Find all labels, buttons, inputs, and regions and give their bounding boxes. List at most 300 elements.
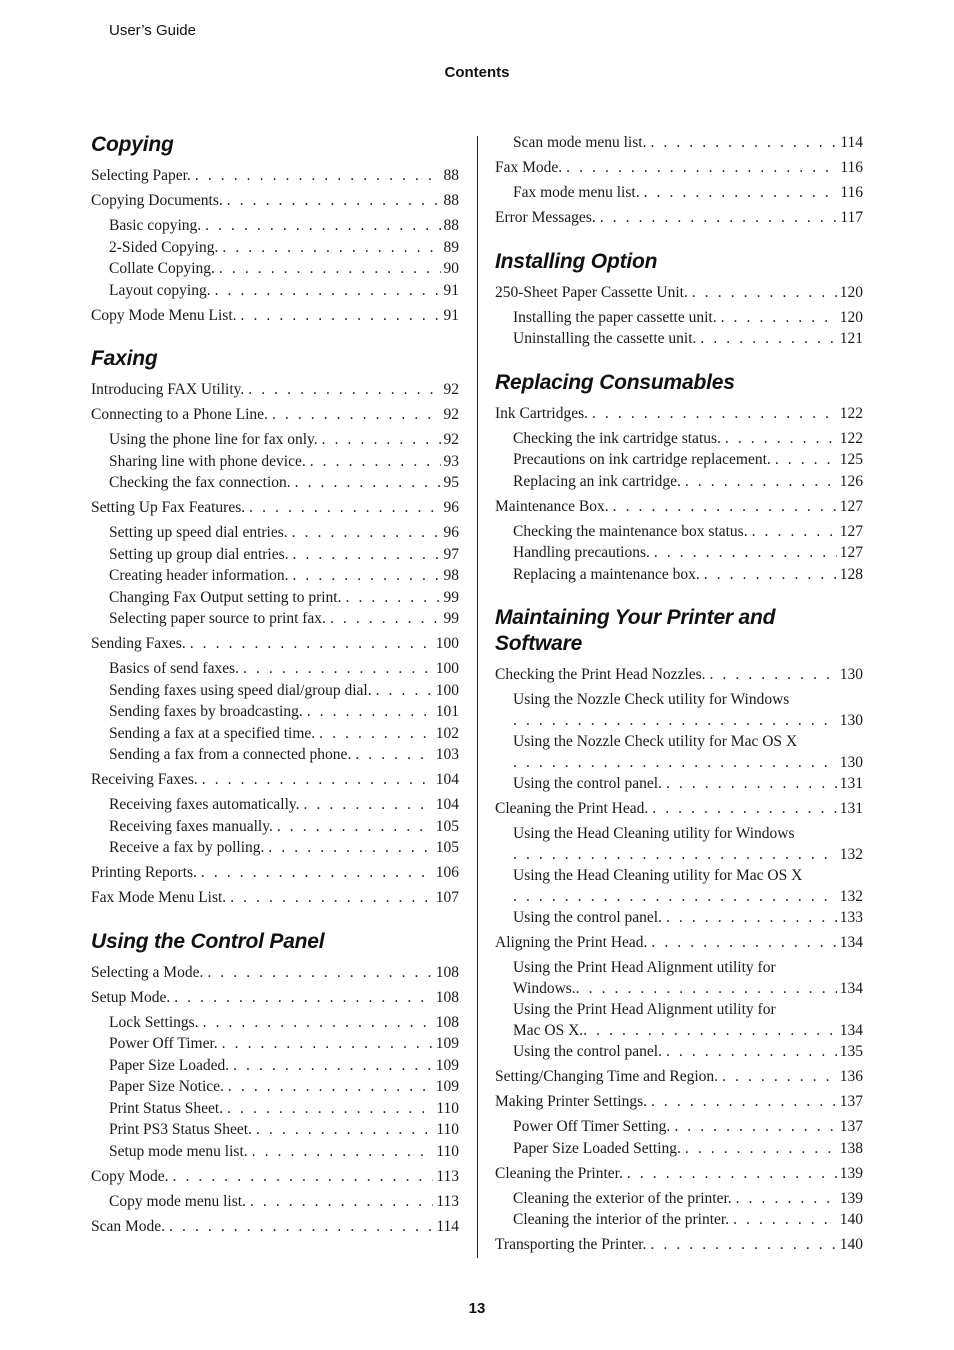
toc-entry-page: 92	[443, 406, 459, 423]
toc-leader-dots	[202, 769, 433, 791]
toc-entry-label: Using the control panel.	[513, 909, 662, 926]
toc-subentry[interactable]	[495, 132, 863, 154]
toc-subentry[interactable]	[91, 1055, 459, 1077]
toc-entry-page: 122	[839, 404, 863, 422]
toc-subentry[interactable]	[91, 522, 459, 544]
toc-entry-label: Using the Print Head Alignment utility for	[513, 1001, 776, 1018]
toc-entry-label: Selecting paper source to print fax.	[109, 610, 326, 627]
toc-subentry[interactable]	[91, 608, 459, 630]
toc-leader-dots	[304, 794, 433, 816]
toc-entry-page: 110	[436, 1121, 459, 1138]
toc-leader-dots	[195, 165, 441, 187]
toc-entry-label: Lock Settings.	[109, 1013, 199, 1031]
toc-entry-page: 100	[435, 635, 459, 652]
toc-leader-dots	[775, 449, 837, 471]
toc-entry-page: 104	[435, 771, 459, 788]
toc-leader-dots	[666, 907, 837, 929]
toc-subentry[interactable]	[495, 564, 863, 586]
toc-entry-label: Installing the paper cassette unit.	[513, 308, 717, 326]
toc-entry[interactable]	[495, 157, 863, 179]
toc-entry-label: 2-Sided Copying.	[109, 238, 219, 256]
toc-entry-label: Uninstalling the cassette unit.	[513, 330, 697, 347]
toc-entry[interactable]	[91, 1166, 459, 1188]
toc-entry[interactable]	[495, 1163, 863, 1185]
toc-subentry[interactable]	[495, 1116, 863, 1138]
toc-entry-label: Using the Print Head Alignment utility for	[513, 959, 776, 976]
toc-subentry[interactable]	[91, 680, 459, 702]
toc-subentry[interactable]	[91, 237, 459, 259]
toc-entry-label: Sending faxes by broadcasting.	[109, 703, 303, 720]
toc-entry-page: 114	[840, 134, 863, 151]
toc-entry-page: 108	[435, 963, 459, 981]
toc-entry-label: Creating header information.	[109, 567, 289, 584]
toc-entry-label: Using the Head Cleaning utility for Mac OS X	[513, 867, 803, 884]
toc-entry-page: 121	[839, 330, 863, 347]
toc-subentry[interactable]	[495, 907, 863, 929]
toc-entry-continuation	[513, 886, 863, 907]
toc-leader-dots	[169, 1216, 433, 1238]
toc-leader-dots	[709, 664, 836, 686]
toc-leader-dots	[256, 1119, 433, 1141]
toc-subentry[interactable]	[91, 258, 459, 280]
toc-subentry[interactable]	[495, 1041, 863, 1063]
toc-entry[interactable]	[91, 633, 459, 655]
toc-entry-label: Setting up speed dial entries.	[109, 524, 288, 541]
toc-subentry[interactable]	[495, 823, 863, 865]
toc-entry[interactable]	[495, 932, 863, 954]
toc-leader-dots	[268, 837, 432, 859]
toc-leader-dots	[583, 1020, 837, 1041]
toc-entry-label: Replacing a maintenance box.	[513, 565, 700, 583]
toc-leader-dots	[513, 844, 837, 865]
toc-entry-page: 109	[435, 1035, 459, 1052]
toc-subentry[interactable]	[91, 1191, 459, 1213]
toc-entry-label: Sharing line with phone device.	[109, 452, 306, 470]
toc-subentry[interactable]	[495, 521, 863, 543]
toc-leader-dots	[733, 1209, 837, 1231]
toc-entry-label: Aligning the Print Head.	[495, 934, 648, 951]
toc-entry-label: 250-Sheet Paper Cassette Unit.	[495, 283, 688, 301]
toc-leader-dots	[650, 132, 837, 154]
toc-entry-label: Selecting Paper.	[91, 167, 191, 184]
toc-entry[interactable]	[91, 379, 459, 401]
toc-entry-page: 122	[839, 429, 863, 447]
toc-subentry[interactable]	[495, 182, 863, 204]
toc-leader-dots	[307, 701, 433, 723]
toc-entry-label: Checking the maintenance box status.	[513, 522, 748, 540]
toc-entry[interactable]	[91, 165, 459, 187]
toc-entry-page: 108	[435, 988, 459, 1006]
toc-entry-page: 97	[443, 545, 459, 563]
toc-entry-label: Copy mode menu list.	[109, 1192, 246, 1210]
toc-section	[495, 605, 863, 1256]
toc-entry-label: Scan Mode.	[91, 1217, 166, 1235]
toc-entry[interactable]	[495, 664, 863, 686]
toc-subentry[interactable]	[495, 957, 863, 999]
toc-leader-dots	[203, 1012, 433, 1034]
toc-subentry[interactable]	[91, 429, 459, 451]
toc-leader-dots	[277, 816, 433, 838]
toc-entry-page: 105	[435, 839, 459, 856]
toc-leader-dots	[319, 723, 433, 745]
toc-entry-continuation	[513, 978, 863, 999]
toc-entry-continuation	[513, 1020, 863, 1041]
toc-entry-page: 106	[435, 864, 459, 881]
toc-entry-page: 127	[839, 497, 863, 515]
toc-entry-label: Error Messages.	[495, 209, 596, 226]
toc-entry-continuation	[513, 752, 863, 773]
toc-subentry[interactable]	[91, 587, 459, 609]
toc-subentry[interactable]	[91, 1033, 459, 1055]
toc-entry-label: Receive a fax by polling.	[109, 839, 265, 856]
toc-section	[91, 929, 459, 1238]
toc-entry-page: 139	[839, 1189, 863, 1207]
toc-entry-label: Using the phone line for fax only.	[109, 431, 318, 448]
toc-entry-page: 100	[435, 660, 459, 677]
toc-entry-page: 92	[443, 431, 459, 448]
toc-subentry[interactable]	[91, 658, 459, 680]
toc-entry[interactable]	[91, 305, 459, 327]
toc-subentry[interactable]	[91, 744, 459, 766]
toc-entry-label: Sending a fax from a connected phone.	[109, 746, 352, 763]
toc-entry-label: Cleaning the Print Head.	[495, 800, 649, 817]
toc-entry-page: 104	[435, 796, 459, 813]
toc-leader-dots	[250, 1191, 433, 1213]
toc-leader-dots	[666, 1041, 837, 1063]
toc-subentry[interactable]	[91, 451, 459, 473]
toc-subentry[interactable]	[91, 1076, 459, 1098]
toc-leader-dots	[252, 1141, 434, 1163]
toc-leader-dots	[592, 403, 837, 425]
toc-subentry[interactable]	[495, 328, 863, 350]
toc-entry-label: Receiving Faxes.	[91, 771, 198, 788]
toc-entry-label: Connecting to a Phone Line.	[91, 406, 268, 423]
toc-leader-dots	[692, 282, 837, 304]
toc-entry-label: Sending faxes using speed dial/group dial.	[109, 681, 372, 699]
toc-subentry[interactable]	[91, 837, 459, 859]
toc-entry[interactable]	[495, 207, 863, 229]
toc-entry-label-continued: Mac OS X.	[513, 1022, 584, 1039]
toc-entry-label: Basics of send faxes.	[109, 660, 239, 677]
toc-entry-page: 113	[436, 1167, 459, 1185]
toc-entry[interactable]	[91, 987, 459, 1009]
toc-entry-page: 130	[839, 666, 863, 683]
toc-subentry[interactable]	[495, 865, 863, 907]
toc-leader-dots	[752, 521, 837, 543]
toc-section	[91, 346, 459, 909]
toc-leader-dots	[725, 428, 837, 450]
toc-entry-page: 109	[435, 1078, 459, 1095]
toc-entry[interactable]	[495, 1066, 863, 1088]
toc-subentry[interactable]	[495, 471, 863, 493]
toc-subentry[interactable]	[91, 794, 459, 816]
toc-subentry[interactable]	[91, 215, 459, 237]
toc-subentry[interactable]	[91, 1012, 459, 1034]
toc-leader-dots	[222, 237, 440, 259]
toc-entry[interactable]	[495, 798, 863, 820]
toc-entry-page: 91	[443, 306, 459, 324]
toc-leader-dots	[293, 544, 441, 566]
toc-leader-dots	[322, 429, 441, 451]
toc-subentry[interactable]	[91, 544, 459, 566]
toc-entry-page: 128	[839, 565, 863, 583]
toc-subentry[interactable]	[495, 731, 863, 773]
toc-entry-page: 107	[435, 889, 459, 906]
toc-subentry[interactable]	[91, 1141, 459, 1163]
toc-entry-page: 116	[840, 159, 863, 176]
toc-entry-page: 140	[839, 1236, 863, 1253]
toc-entry[interactable]	[91, 1216, 459, 1238]
toc-leader-dots	[651, 1091, 837, 1113]
toc-entry-label: Paper Size Loaded.	[109, 1056, 230, 1074]
toc-entry-label: Making Printer Settings.	[495, 1093, 647, 1110]
column-divider	[477, 136, 478, 1258]
toc-subentry[interactable]	[91, 1119, 459, 1141]
toc-entry-page: 95	[443, 474, 459, 491]
toc-entry-label: Basic copying.	[109, 217, 202, 234]
toc-subentry[interactable]	[495, 999, 863, 1041]
toc-entry-page: 116	[840, 184, 863, 201]
toc-entry-page: 120	[839, 308, 863, 326]
toc-entry-page: 99	[443, 588, 459, 606]
toc-entry[interactable]	[495, 1234, 863, 1256]
toc-leader-dots	[513, 886, 837, 907]
toc-entry[interactable]	[495, 403, 863, 425]
toc-leader-dots	[292, 565, 440, 587]
toc-entry-label: Using the Nozzle Check utility for Windows	[513, 691, 790, 708]
toc-leader-dots	[652, 798, 837, 820]
toc-leader-dots	[576, 978, 837, 999]
toc-entry-label: Checking the Print Head Nozzles.	[495, 666, 706, 683]
toc-entry-page: 105	[435, 817, 459, 835]
toc-column-left	[91, 132, 459, 1257]
toc-entry-page: 91	[443, 281, 459, 299]
toc-entry-page: 134	[839, 980, 863, 997]
toc-leader-dots	[666, 773, 837, 795]
toc-entry-label: Checking the fax connection.	[109, 474, 291, 491]
toc-entry-page: 139	[839, 1164, 863, 1182]
toc-entry-label: Checking the ink cartridge status.	[513, 429, 721, 447]
toc-subentry[interactable]	[495, 307, 863, 329]
toc-entry-label: Setup Mode.	[91, 988, 171, 1006]
toc-section-title: Installing Option	[495, 249, 658, 273]
toc-subentry[interactable]	[91, 280, 459, 302]
toc-entry-page: 110	[436, 1099, 459, 1117]
toc-entry-page: 136	[839, 1068, 863, 1085]
toc-entry[interactable]	[91, 497, 459, 519]
toc-subentry[interactable]	[91, 565, 459, 587]
toc-subentry[interactable]	[495, 689, 863, 731]
toc-entry-label: Layout copying.	[109, 281, 211, 299]
toc-entry[interactable]	[91, 769, 459, 791]
toc-entry-page: 132	[839, 846, 863, 863]
toc-entry-label: Print Status Sheet.	[109, 1099, 224, 1117]
toc-entry-page: 140	[839, 1211, 863, 1228]
toc-entry-label: Introducing FAX Utility.	[91, 381, 245, 398]
toc-entry[interactable]	[91, 190, 459, 212]
toc-entry[interactable]	[495, 1091, 863, 1113]
toc-entry-page: 109	[435, 1056, 459, 1074]
toc-entry-page: 92	[443, 381, 459, 398]
toc-entry-label: Fax Mode.	[495, 159, 563, 176]
toc-leader-dots	[228, 1076, 433, 1098]
toc-subentry[interactable]	[91, 816, 459, 838]
toc-section	[91, 132, 459, 326]
toc-leader-dots	[222, 1033, 433, 1055]
toc-entry-page: 120	[839, 283, 863, 301]
toc-entry-page: 99	[443, 610, 459, 627]
toc-entry-label: Sending Faxes.	[91, 635, 186, 652]
toc-subentry[interactable]	[91, 1098, 459, 1120]
toc-column-right	[495, 132, 863, 1276]
toc-leader-dots	[685, 471, 837, 493]
toc-leader-dots	[330, 608, 441, 630]
toc-entry[interactable]	[91, 962, 459, 984]
toc-subentry[interactable]	[91, 701, 459, 723]
section-header: Contents	[444, 64, 510, 81]
toc-section-title: Copying	[91, 133, 174, 156]
toc-subentry[interactable]	[495, 1209, 863, 1231]
toc-leader-dots	[295, 472, 441, 494]
toc-entry-page: 125	[839, 451, 863, 468]
toc-leader-dots	[272, 404, 441, 426]
toc-leader-dots	[376, 680, 433, 702]
toc-entry-page: 132	[839, 888, 863, 905]
toc-leader-dots	[227, 1098, 433, 1120]
toc-section	[495, 249, 863, 350]
toc-entry-page: 108	[435, 1013, 459, 1031]
toc-entry[interactable]	[91, 404, 459, 426]
toc-entry-label: Setting Up Fax Features.	[91, 499, 246, 516]
toc-leader-dots	[644, 182, 838, 204]
toc-entry-page: 102	[435, 724, 459, 742]
toc-leader-dots	[600, 207, 838, 229]
toc-leader-dots	[355, 744, 432, 766]
toc-entry-label: Maintenance Box.	[495, 497, 609, 515]
toc-entry-label: Cleaning the interior of the printer.	[513, 1211, 730, 1228]
toc-leader-dots	[722, 1066, 837, 1088]
toc-entry-label: Setting/Changing Time and Region.	[495, 1068, 719, 1085]
toc-entry-label: Copy Mode.	[91, 1167, 169, 1185]
toc-leader-dots	[654, 542, 837, 564]
toc-subentry[interactable]	[495, 1138, 863, 1160]
toc-subentry[interactable]	[495, 773, 863, 795]
toc-entry[interactable]	[495, 282, 863, 304]
toc-leader-dots	[190, 633, 433, 655]
toc-entry-page: 135	[839, 1043, 863, 1060]
toc-leader-dots	[566, 157, 837, 179]
toc-entry-page: 96	[443, 499, 459, 516]
toc-entry-page: 110	[436, 1142, 459, 1160]
toc-entry-label: Changing Fax Output setting to print.	[109, 588, 342, 606]
toc-leader-dots	[346, 587, 441, 609]
toc-entry-page: 100	[435, 681, 459, 699]
toc-entry-page: 126	[839, 472, 863, 490]
running-header: User’s Guide	[109, 22, 196, 39]
toc-leader-dots	[651, 932, 836, 954]
toc-entry-page: 131	[839, 800, 863, 817]
toc-subentry[interactable]	[91, 723, 459, 745]
toc-leader-dots	[248, 379, 440, 401]
toc-subentry[interactable]	[495, 428, 863, 450]
toc-entry-label: Using the control panel.	[513, 775, 662, 792]
toc-entry-label: Ink Cartridges.	[495, 404, 588, 422]
toc-entry[interactable]	[91, 887, 459, 909]
toc-entry-label: Scan mode menu list.	[513, 134, 647, 151]
toc-leader-dots	[674, 1116, 836, 1138]
toc-entry-label: Receiving faxes manually.	[109, 817, 273, 835]
toc-entry-page: 103	[435, 746, 459, 763]
toc-entry-continuation	[513, 710, 863, 731]
toc-entry-page: 96	[443, 524, 459, 541]
toc-entry-label: Collate Copying.	[109, 260, 215, 277]
toc-leader-dots	[207, 962, 432, 984]
toc-leader-dots	[233, 1055, 433, 1077]
toc-entry-label: Handling precautions.	[513, 544, 650, 561]
toc-leader-dots	[700, 328, 836, 350]
toc-leader-dots	[613, 496, 837, 518]
toc-entry-label: Using the control panel.	[513, 1043, 662, 1060]
toc-entry-label: Setup mode menu list.	[109, 1142, 248, 1160]
toc-entry-page: 101	[435, 703, 459, 720]
toc-entry-label: Receiving faxes automatically.	[109, 796, 300, 813]
toc-entry-label-continued: Windows.	[513, 980, 576, 997]
toc-leader-dots	[174, 987, 433, 1009]
toc-leader-dots	[292, 522, 441, 544]
toc-leader-dots	[650, 1234, 836, 1256]
toc-entry[interactable]	[91, 862, 459, 884]
toc-leader-dots	[685, 1138, 837, 1160]
toc-entry-label: Fax Mode Menu List.	[91, 889, 227, 906]
page-number: 13	[468, 1300, 486, 1317]
toc-entry-page: 88	[443, 167, 459, 184]
toc-entry-label: Setting up group dial entries.	[109, 545, 289, 563]
toc-subentry[interactable]	[495, 449, 863, 471]
toc-entry-label: Using the Nozzle Check utility for Mac OS X	[513, 733, 798, 750]
toc-entry-page: 130	[839, 712, 863, 729]
toc-leader-dots	[241, 305, 441, 327]
toc-subentry[interactable]	[495, 542, 863, 564]
toc-entry-page: 130	[839, 754, 863, 771]
toc-entry-page: 117	[840, 209, 863, 226]
toc-entry-page: 114	[436, 1217, 459, 1235]
toc-leader-dots	[513, 752, 837, 773]
toc-entry-label: Precautions on ink cartridge replacement.	[513, 451, 771, 468]
toc-entry-page: 88	[443, 192, 459, 209]
toc-entry-label: Copy Mode Menu List.	[91, 306, 237, 324]
toc-entry-page: 134	[839, 1022, 863, 1039]
toc-entry-page: 93	[443, 452, 459, 470]
toc-entry-page: 137	[839, 1118, 863, 1135]
toc-entry-page: 88	[443, 217, 459, 234]
toc-leader-dots	[721, 307, 837, 329]
toc-entry-page: 137	[839, 1093, 863, 1110]
toc-leader-dots	[201, 862, 433, 884]
toc-subentry[interactable]	[495, 1188, 863, 1210]
toc-entry-label: Fax mode menu list.	[513, 184, 640, 201]
toc-entry-label: Paper Size Loaded Setting.	[513, 1139, 681, 1157]
toc-leader-dots	[205, 215, 440, 237]
toc-entry-label: Power Off Timer.	[109, 1035, 218, 1052]
toc-entry-page: 133	[839, 909, 863, 926]
toc-leader-dots	[215, 280, 441, 302]
toc-entry[interactable]	[495, 496, 863, 518]
toc-subentry[interactable]	[91, 472, 459, 494]
toc-entry-label: Paper Size Notice.	[109, 1078, 224, 1095]
toc-entry-label: Printing Reports.	[91, 864, 197, 881]
toc-leader-dots	[243, 658, 433, 680]
toc-entry-continuation	[513, 844, 863, 865]
